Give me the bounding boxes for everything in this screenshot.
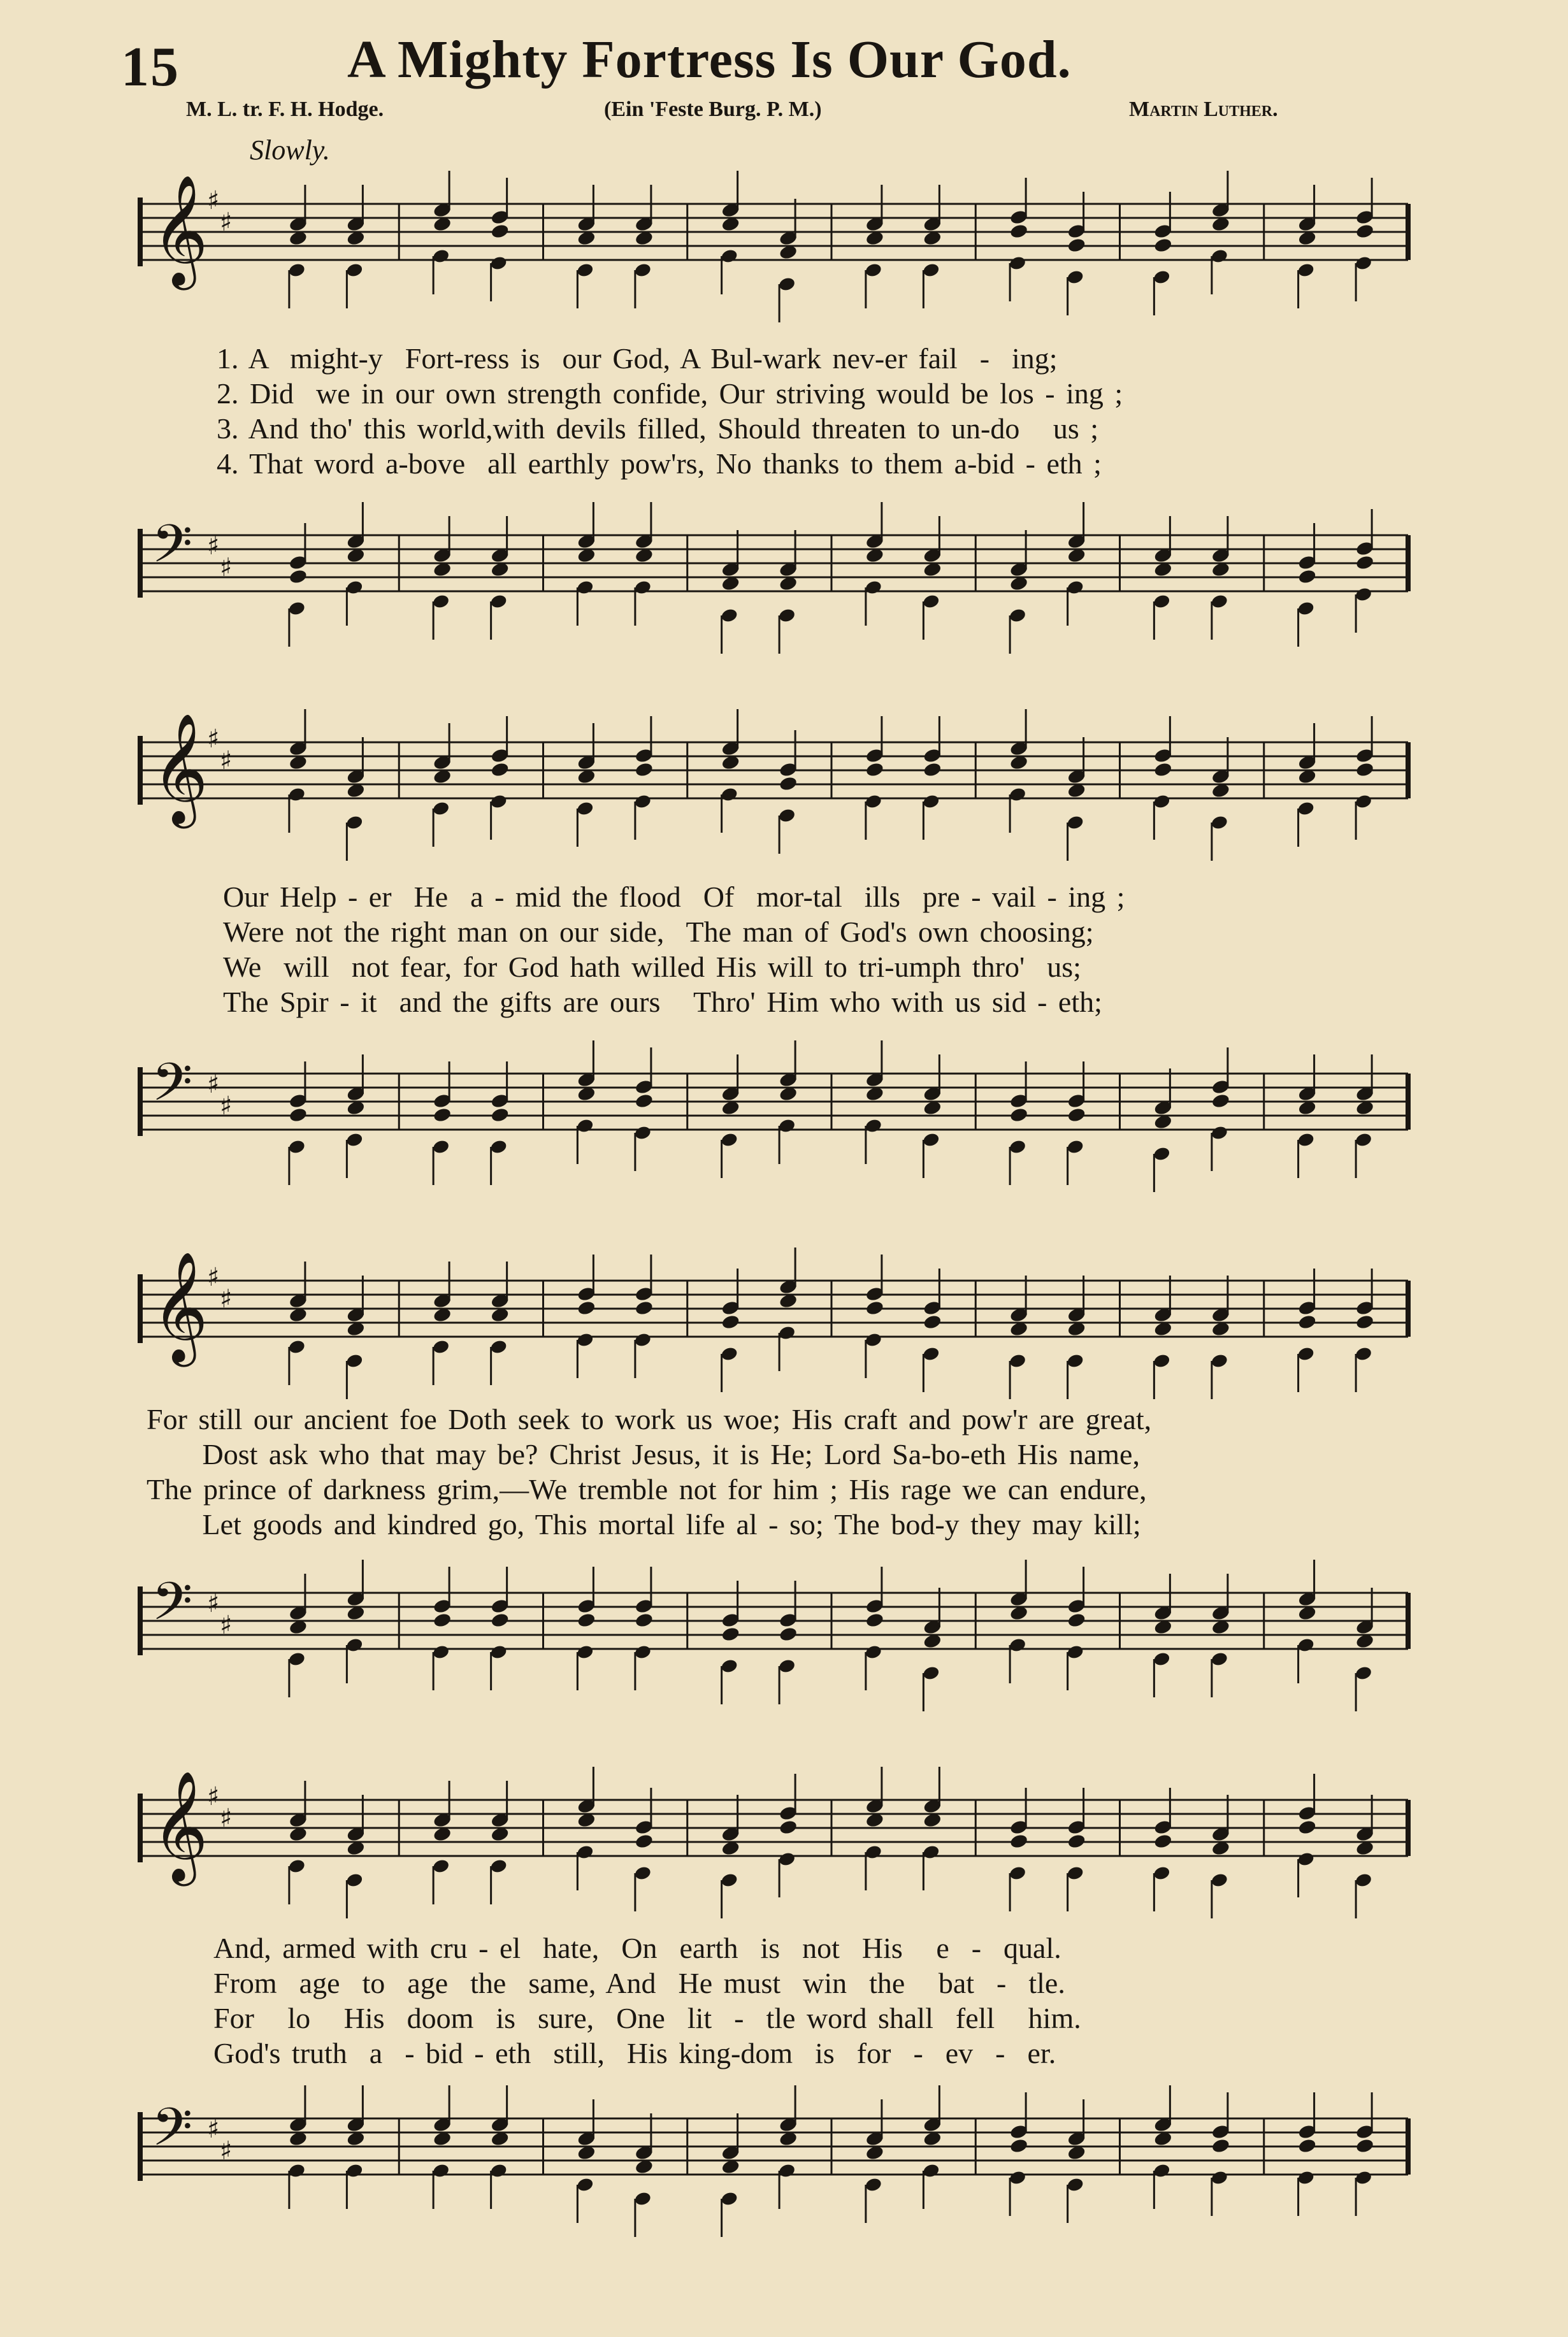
note-head	[635, 1833, 654, 1850]
treble-clef-icon: 𝄞	[152, 1771, 208, 1881]
sharp-icon: ♯	[220, 1284, 233, 1314]
note-head	[635, 1093, 654, 1109]
lyric-line: 3. And tho' this world,with devils filled, Should threaten to un-do us ;	[217, 412, 1099, 445]
note-head	[1355, 554, 1375, 571]
sharp-icon: ♯	[207, 2115, 220, 2144]
lyric-line: From age to age the same, And He must win the bat - tle.	[213, 1967, 1065, 1999]
lyric-line: We will not fear, for God hath willed His will to tri-umph thro' us;	[223, 951, 1081, 983]
lyric-line: For lo His doom is sure, One lit - tle word shall fell him.	[213, 2002, 1081, 2034]
note-head	[1067, 1833, 1086, 1850]
note-head	[490, 1612, 510, 1629]
treble-staff	[127, 713, 1421, 870]
tempo-marking: Slowly.	[250, 134, 330, 166]
sharp-icon: ♯	[220, 1091, 233, 1121]
note-head	[923, 761, 942, 778]
note-head	[577, 1612, 596, 1629]
note-head	[635, 1300, 654, 1316]
hymn-number: 15	[121, 36, 180, 98]
note-head	[490, 223, 510, 240]
sharp-icon: ♯	[220, 1611, 233, 1640]
sharp-icon: ♯	[207, 186, 220, 215]
treble-staff	[127, 1771, 1421, 1927]
bass-staff	[127, 2080, 1421, 2271]
tune-credit: (Ein 'Feste Burg. P. M.)	[604, 97, 822, 121]
bass-clef-icon: 𝄢	[152, 1051, 193, 1126]
note-head	[1355, 2138, 1375, 2154]
note-head	[577, 1300, 596, 1316]
lyric-line: And, armed with cru - el hate, On earth is not His e - qual.	[213, 1932, 1061, 1964]
sharp-icon: ♯	[207, 1070, 220, 1099]
note-head	[635, 761, 654, 778]
note-head	[779, 1626, 798, 1643]
note-head	[1355, 761, 1375, 778]
lyric-line: 4. That word a-bove all earthly pow'rs, No thanks to them a-bid - eth ;	[217, 447, 1102, 480]
note-head	[1211, 1093, 1231, 1109]
note-head	[1153, 1833, 1173, 1850]
lyric-line: 2. Did we in our own strength confide, Our striving would be los - ing ;	[217, 377, 1123, 410]
note-head	[721, 1626, 740, 1643]
note-head	[923, 1314, 942, 1330]
sharp-icon: ♯	[220, 1804, 233, 1833]
sharp-icon: ♯	[207, 1263, 220, 1292]
note-head	[1009, 2138, 1029, 2154]
note-head	[1009, 223, 1029, 240]
bass-clef-icon: 𝄢	[152, 2096, 193, 2171]
bass-staff	[127, 1035, 1421, 1226]
note-head	[1297, 1819, 1317, 1836]
hymn-title: A Mighty Fortress Is Our God.	[347, 30, 1072, 89]
note-head	[1009, 1107, 1029, 1123]
lyric-line: The Spir - it and the gifts are ours Thro' Him who with us sid - eth;	[223, 986, 1102, 1018]
treble-clef-icon: 𝄞	[152, 713, 208, 824]
lyric-line: 1. A might-y Fort-ress is our God, A Bul-wark nev-er fail - ing;	[217, 342, 1058, 375]
note-head	[721, 1314, 740, 1330]
note-head	[1153, 237, 1173, 254]
note-head	[1067, 1107, 1086, 1123]
bass-clef-icon: 𝄢	[152, 1571, 193, 1645]
lyrics-verse-block	[127, 341, 1510, 481]
bass-staff	[127, 1555, 1421, 1746]
sharp-icon: ♯	[220, 2136, 233, 2166]
sharp-icon: ♯	[220, 553, 233, 582]
sharp-icon: ♯	[207, 1589, 220, 1618]
treble-clef-icon: 𝄞	[152, 175, 208, 285]
bass-staff	[127, 497, 1421, 688]
note-head	[490, 761, 510, 778]
sharp-icon: ♯	[207, 724, 220, 754]
sharp-icon: ♯	[220, 746, 233, 775]
note-head	[865, 1300, 885, 1316]
lyrics-verse-block	[127, 879, 1516, 1019]
lyric-line: For still our ancient foe Doth seek to work us woe; His craft and pow'r are great,	[147, 1403, 1152, 1435]
note-head	[490, 1107, 510, 1123]
note-head	[1067, 237, 1086, 254]
note-head	[1355, 223, 1375, 240]
treble-clef-icon: 𝄞	[152, 1251, 208, 1362]
note-head	[1297, 2138, 1317, 2154]
note-head	[1297, 568, 1317, 585]
note-head	[1153, 761, 1173, 778]
note-head	[1067, 1612, 1086, 1629]
note-head	[1211, 2138, 1231, 2154]
note-head	[433, 1107, 452, 1123]
note-head	[433, 1612, 452, 1629]
translator-credit: M. L. tr. F. H. Hodge.	[186, 97, 384, 121]
lyrics-verse-block	[127, 1402, 1440, 1542]
lyric-line: Our Help - er He a - mid the flood Of mor-tal ills pre - vail - ing ;	[223, 881, 1125, 913]
note-head	[1009, 1833, 1029, 1850]
bass-clef-icon: 𝄢	[152, 513, 193, 587]
note-head	[289, 568, 308, 585]
note-head	[865, 1612, 885, 1629]
sharp-icon: ♯	[207, 531, 220, 561]
sharp-icon: ♯	[220, 208, 233, 237]
lyric-line: Dost ask who that may be? Christ Jesus, it is He; Lord Sa-bo-eth His name,	[147, 1438, 1140, 1471]
composer-credit: Martin Luther.	[1129, 97, 1278, 121]
lyric-line: Let goods and kindred go, This mortal life al - so; The bod-y they may kill;	[147, 1508, 1141, 1541]
lyrics-verse-block	[127, 1931, 1507, 2071]
lyric-line: Were not the right man on our side, The man of God's own choosing;	[223, 916, 1094, 948]
note-head	[779, 1819, 798, 1836]
lyric-line: God's truth a - bid - eth still, His king-dom is for - ev - er.	[213, 2037, 1056, 2069]
note-head	[635, 1612, 654, 1629]
note-head	[1297, 1314, 1317, 1330]
note-head	[1355, 1314, 1375, 1330]
note-head	[289, 1107, 308, 1123]
sharp-icon: ♯	[207, 1782, 220, 1811]
lyric-line: The prince of darkness grim,—We tremble not for him ; His rage we can endure,	[147, 1473, 1147, 1506]
note-head	[865, 761, 885, 778]
note-head	[779, 775, 798, 792]
treble-staff	[127, 1251, 1421, 1408]
treble-staff	[127, 175, 1421, 331]
